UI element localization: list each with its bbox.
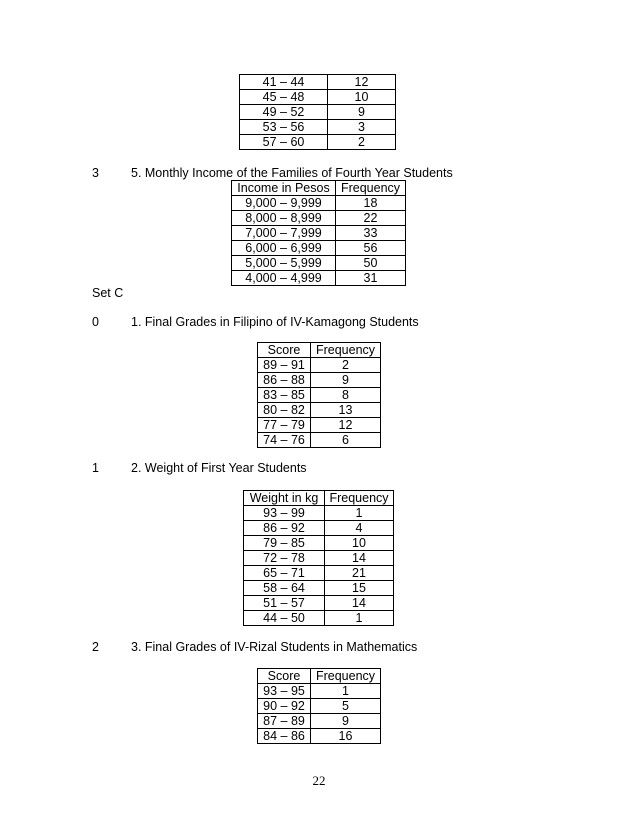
- frequency-cell: 1: [311, 684, 381, 699]
- frequency-cell: 10: [325, 536, 394, 551]
- table-row: [258, 699, 381, 714]
- table-row: [258, 358, 381, 373]
- frequency-cell: 16: [311, 729, 381, 744]
- column-header: Score: [258, 343, 311, 358]
- table-row: [232, 211, 406, 226]
- table-row: [244, 566, 394, 581]
- table-row: [244, 581, 394, 596]
- item-title-monthly-income: 5. Monthly Income of the Families of Fourth Year Students: [131, 166, 453, 180]
- column-header: Weight in kg: [244, 491, 325, 506]
- table-row: [244, 611, 394, 626]
- frequency-cell: 33: [336, 226, 406, 241]
- table-math-grades: [257, 668, 381, 744]
- class-interval-cell: 89 – 91: [258, 358, 311, 373]
- frequency-cell: 9: [311, 714, 381, 729]
- frequency-cell: 9: [328, 105, 396, 120]
- frequency-cell: 18: [336, 196, 406, 211]
- class-interval-cell: 7,000 – 7,999: [232, 226, 336, 241]
- class-interval-cell: 77 – 79: [258, 418, 311, 433]
- table-row: [240, 135, 396, 150]
- table-row: [258, 714, 381, 729]
- class-interval-cell: 58 – 64: [244, 581, 325, 596]
- column-header: Score: [258, 669, 311, 684]
- item-number: 0: [92, 315, 99, 329]
- table-row: [258, 433, 381, 448]
- class-interval-cell: 9,000 – 9,999: [232, 196, 336, 211]
- class-interval-cell: 44 – 50: [244, 611, 325, 626]
- frequency-cell: 50: [336, 256, 406, 271]
- table-body: [258, 684, 381, 744]
- table-body: [244, 506, 394, 626]
- class-interval-cell: 90 – 92: [258, 699, 311, 714]
- frequency-cell: 14: [325, 596, 394, 611]
- frequency-cell: 2: [311, 358, 381, 373]
- item-number: 1: [92, 461, 99, 475]
- class-interval-cell: 79 – 85: [244, 536, 325, 551]
- class-interval-cell: 86 – 92: [244, 521, 325, 536]
- class-interval-cell: 6,000 – 6,999: [232, 241, 336, 256]
- item-number: 2: [92, 640, 99, 654]
- table-filipino-grades: [257, 342, 381, 448]
- class-interval-cell: 45 – 48: [240, 90, 328, 105]
- table-row: [244, 551, 394, 566]
- frequency-cell: 12: [311, 418, 381, 433]
- table-row: [240, 90, 396, 105]
- frequency-cell: 31: [336, 271, 406, 286]
- table-row: [240, 75, 396, 90]
- class-interval-cell: 65 – 71: [244, 566, 325, 581]
- column-header: Income in Pesos: [232, 181, 336, 196]
- frequency-cell: 14: [325, 551, 394, 566]
- table-row: [232, 241, 406, 256]
- table-row: [258, 418, 381, 433]
- table-row: [258, 729, 381, 744]
- frequency-cell: 9: [311, 373, 381, 388]
- table-row: [258, 403, 381, 418]
- class-interval-cell: 57 – 60: [240, 135, 328, 150]
- frequency-cell: 2: [328, 135, 396, 150]
- class-interval-cell: 93 – 95: [258, 684, 311, 699]
- frequency-cell: 1: [325, 611, 394, 626]
- table-row: [232, 256, 406, 271]
- item-title-filipino-grades: 1. Final Grades in Filipino of IV-Kamagong Students: [131, 315, 419, 329]
- frequency-cell: 6: [311, 433, 381, 448]
- item-title-math-grades: 3. Final Grades of IV-Rizal Students in Mathematics: [131, 640, 418, 654]
- table-row: [232, 196, 406, 211]
- frequency-cell: 3: [328, 120, 396, 135]
- frequency-cell: 13: [311, 403, 381, 418]
- frequency-cell: 10: [328, 90, 396, 105]
- table-row: [240, 120, 396, 135]
- frequency-cell: 8: [311, 388, 381, 403]
- table-row: [244, 596, 394, 611]
- class-interval-cell: 86 – 88: [258, 373, 311, 388]
- page-number: 22: [312, 773, 326, 788]
- frequency-cell: 5: [311, 699, 381, 714]
- class-interval-cell: 87 – 89: [258, 714, 311, 729]
- table-row: [244, 521, 394, 536]
- table-row: [258, 388, 381, 403]
- column-header: Frequency: [325, 491, 394, 506]
- class-interval-cell: 84 – 86: [258, 729, 311, 744]
- table-weight: [243, 490, 394, 626]
- class-interval-cell: 4,000 – 4,999: [232, 271, 336, 286]
- table-row: [232, 271, 406, 286]
- column-header: Frequency: [336, 181, 406, 196]
- frequency-cell: 15: [325, 581, 394, 596]
- table-row: [244, 536, 394, 551]
- table-row: [232, 226, 406, 241]
- item-number: 3: [92, 166, 99, 180]
- frequency-cell: 22: [336, 211, 406, 226]
- class-interval-cell: 5,000 – 5,999: [232, 256, 336, 271]
- set-label: Set C: [92, 286, 124, 300]
- table-row: [240, 105, 396, 120]
- frequency-cell: 1: [325, 506, 394, 521]
- table-row: [258, 373, 381, 388]
- table-body: [240, 75, 396, 150]
- frequency-cell: 21: [325, 566, 394, 581]
- class-interval-cell: 80 – 82: [258, 403, 311, 418]
- frequency-cell: 4: [325, 521, 394, 536]
- table-body: [232, 196, 406, 286]
- table-row: [258, 684, 381, 699]
- class-interval-cell: 93 – 99: [244, 506, 325, 521]
- class-interval-cell: 41 – 44: [240, 75, 328, 90]
- class-interval-cell: 74 – 76: [258, 433, 311, 448]
- class-interval-cell: 53 – 56: [240, 120, 328, 135]
- table-body: [258, 358, 381, 448]
- column-header: Frequency: [311, 669, 381, 684]
- table-score-continuation: [239, 74, 396, 150]
- table-monthly-income: [231, 180, 406, 286]
- class-interval-cell: 83 – 85: [258, 388, 311, 403]
- class-interval-cell: 51 – 57: [244, 596, 325, 611]
- table-row: [244, 506, 394, 521]
- column-header: Frequency: [311, 343, 381, 358]
- frequency-cell: 56: [336, 241, 406, 256]
- item-title-weight: 2. Weight of First Year Students: [131, 461, 307, 475]
- class-interval-cell: 49 – 52: [240, 105, 328, 120]
- class-interval-cell: 8,000 – 8,999: [232, 211, 336, 226]
- frequency-cell: 12: [328, 75, 396, 90]
- class-interval-cell: 72 – 78: [244, 551, 325, 566]
